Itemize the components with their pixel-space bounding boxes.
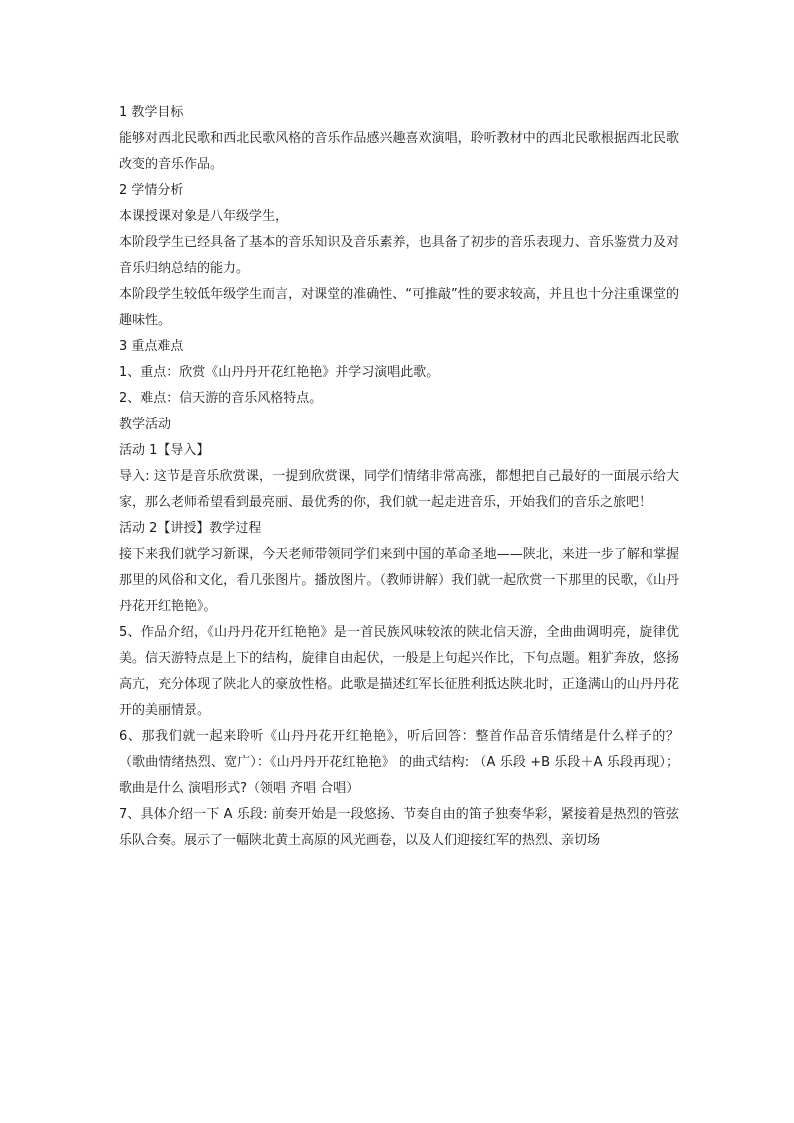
activity-1-heading: 活动 1【导入】 (119, 443, 210, 458)
section-heading-objectives: 1 教学目标 (119, 105, 184, 120)
paragraph-objectives: 能够对西北民歌和西北民歌风格的音乐作品感兴趣喜欢演唱，聆听教材中的西北民歌根据西北民歌改变的音乐作品。 (119, 131, 679, 172)
section-heading-key-points: 3 重点难点 (119, 339, 184, 354)
section-heading-activities: 教学活动 (119, 417, 172, 432)
section-heading-analysis: 2 学情分析 (119, 183, 184, 198)
paragraph-student-needs: 本阶段学生较低年级学生而言，对课堂的准确性、“可推敲”性的要求较高，并且也十分注重课堂的趣味性。 (119, 287, 679, 328)
paragraph-work-intro: 5、作品介绍，《山丹丹花开红艳艳》是一首民族风味较浓的陕北信天游，全曲曲调明亮，旋律优美。信天游特点是上下的结构，旋律自由起伏，一般是上句起兴作比，下句点题。粗犷奔放，悠扬高亢，充分体现了陕北人的豪放性格。此歌是描述红军长征胜利抵达陕北时，正逢满山的山丹丹花开的美丽情景。 (119, 625, 679, 718)
paragraph-introduction: 导入: 这节是音乐欣赏课，一提到欣赏课，同学们情绪非常高涨，都想把自己最好的一面展示给大家，那么老师希望看到最亮丽、最优秀的你，我们就一起走进音乐，开始我们的音乐之旅吧！ (119, 469, 679, 510)
paragraph-difficulty: 2、难点：信天游的音乐风格特点。 (119, 391, 323, 406)
paragraph-new-lesson: 接下来我们就学习新课，今天老师带领同学们来到中国的革命圣地——陕北，来进一步了解和掌握那里的风俗和文化，看几张图片。播放图片。（教师讲解）我们就一起欣赏一下那里的民歌，《山丹丹花开红艳艳》。 (119, 547, 679, 614)
paragraph-student-skills: 本阶段学生已经具备了基本的音乐知识及音乐素养，也具备了初步的音乐表现力、音乐鉴赏力及对音乐归纳总结的能力。 (119, 235, 679, 276)
activity-2-heading: 活动 2【讲授】教学过程 (119, 521, 262, 536)
document-body (119, 100, 679, 854)
paragraph-section-a: 7、具体介绍一下 A 乐段: 前奏开始是一段悠扬、节奏自由的笛子独奏华彩，紧接着是热烈的管弦乐队合奏。展示了一幅陕北黄土高原的风光画卷，以及人们迎接红军的热烈、亲切场 (119, 807, 679, 848)
paragraph-listening: 6、那我们就一起来聆听《山丹丹花开红艳艳》，听后回答：整首作品音乐情绪是什么样子的？（歌曲情绪热烈、宽广）：《山丹丹开花红艳艳》 的曲式结构: （A 乐段 +B 乐段＋A 乐段再现）；歌曲是什么 演唱形式?（领唱 齐唱 合唱） (119, 729, 679, 796)
paragraph-key-point: 1、重点：欣赏《山丹丹开花红艳艳》并学习演唱此歌。 (119, 365, 440, 380)
paragraph-audience: 本课授课对象是八年级学生， (119, 209, 289, 224)
